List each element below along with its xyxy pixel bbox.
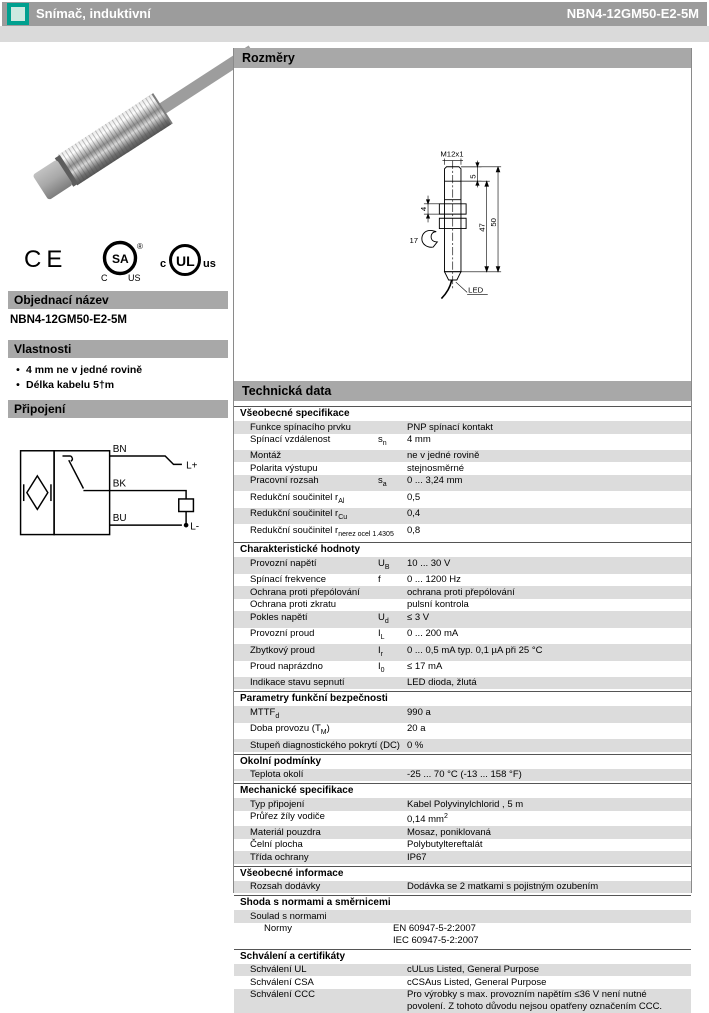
ce-mark-icon: [24, 246, 67, 273]
row-value: cCSAus Listed, General Purpose: [407, 976, 547, 988]
row-label: Polarita výstupu: [250, 462, 318, 474]
table-row: [234, 557, 691, 573]
table-row: [234, 851, 691, 864]
right-column: [233, 48, 692, 1012]
svg-text:c: c: [160, 258, 167, 270]
table-row: [234, 910, 691, 923]
row-value: stejnosměrné: [407, 462, 465, 474]
row-value: 0,8: [407, 524, 421, 536]
row-value: ochrana proti přepólování: [407, 586, 515, 598]
row-symbol: [378, 677, 407, 689]
row-symbol: [378, 827, 407, 839]
row-symbol: [378, 508, 407, 523]
table-row: [234, 599, 691, 612]
row-value: Dodávka se 2 matkami s pojistným ozubením: [407, 881, 599, 893]
wire-label-bk: BK: [112, 478, 127, 490]
switch-contact-symbol: [62, 456, 109, 491]
culus-mark-icon: [160, 246, 216, 275]
row-value: 0,14 $mm^2$: [407, 813, 448, 826]
features-list: [10, 363, 226, 393]
row-value: LED dioda, žlutá: [407, 677, 477, 689]
table-group-header: Všeobecné informace: [234, 866, 691, 881]
row-label: Třída ochrany: [250, 851, 309, 863]
row-label: Redukční součinitel $r_{Cu}$: [250, 508, 348, 522]
table-row: [234, 586, 691, 599]
row-symbol: [378, 599, 407, 611]
wire-bk: [110, 491, 186, 499]
row-symbol: [378, 740, 407, 752]
row-symbol: [378, 707, 407, 722]
row-label: Redukční součinitel $r_{Al}$: [250, 491, 345, 505]
row-value: 0 ... 3,24 mm: [407, 475, 463, 487]
terminal-label-lminus: L-: [190, 521, 200, 533]
table-group-header: Shoda s normami a směrnicemi: [234, 895, 691, 910]
feature-item: [10, 378, 226, 393]
feature-item: [10, 363, 226, 378]
bullet-icon: •: [16, 364, 20, 376]
table-row: [234, 450, 691, 463]
product-photo: [8, 42, 228, 234]
dim-50: 50: [488, 218, 498, 227]
row-label: Rozsah dodávky: [250, 881, 321, 893]
product-photo-illustration: [8, 42, 228, 234]
feature-text: 4 mm ne v jedné rovině: [26, 364, 143, 376]
row-label: Schválení UL: [250, 964, 307, 976]
section-header-dimensions: Rozměry: [234, 48, 691, 68]
row-value: 0 %: [407, 739, 424, 751]
feature-text: Délka kabelu 5†m: [26, 379, 115, 391]
logos-svg: [8, 234, 228, 286]
wrench-icon: [422, 230, 437, 247]
svg-text:®: ®: [137, 242, 143, 251]
section-header-features: Vlastnosti: [8, 340, 228, 358]
row-symbol: [364, 923, 393, 946]
row-symbol: [378, 989, 407, 1012]
svg-text:SA: SA: [112, 252, 129, 266]
row-label: Schválení CSA: [250, 976, 314, 988]
brand-square-icon: [7, 3, 29, 25]
row-symbol: [378, 450, 407, 462]
table-group-header: Mechanické specifikace: [234, 783, 691, 798]
row-label: Teplota okolí: [250, 769, 304, 781]
table-group-header: Parametry funkční bezpečnosti: [234, 691, 691, 706]
row-label: Schválení CCC: [250, 989, 315, 1001]
wire-bn: [110, 456, 182, 464]
terminal-label-lplus: L+: [186, 460, 198, 472]
product-number: NBN4-12GM50-E2-5M: [566, 6, 699, 21]
table-row: [234, 798, 691, 811]
row-value: ne v jedné rovině: [407, 450, 480, 462]
section-header-order: Objednací název: [8, 291, 228, 309]
table-row: [234, 611, 691, 627]
row-value: 0 ... 1200 Hz: [407, 574, 461, 586]
table-row: [234, 964, 691, 977]
table-group-header: Všeobecné specifikace: [234, 406, 691, 421]
table-row: [234, 524, 691, 540]
row-value: pulsní kontrola: [407, 599, 469, 611]
csa-mark-icon: [101, 242, 143, 283]
row-symbol: $U_B$: [378, 557, 390, 571]
row-value: Kabel Polyvinylchlorid , 5 m: [407, 798, 524, 810]
row-label: Spínací frekvence: [250, 574, 327, 586]
row-symbol: [378, 723, 407, 738]
row-label: Provozní proud: [250, 628, 315, 640]
svg-text:UL: UL: [176, 253, 195, 269]
table-row: [234, 839, 691, 852]
table-group-header: Charakteristické hodnoty: [234, 542, 691, 557]
row-symbol: [378, 422, 407, 434]
svg-text:CE: CE: [24, 246, 68, 273]
thread-label: M12x1: [440, 149, 464, 159]
row-symbol: [378, 881, 407, 893]
row-label: Spínací vzdálenost: [250, 434, 331, 445]
row-symbol: f: [378, 574, 381, 586]
table-group-header: Okolní podmínky: [234, 754, 691, 769]
row-value: 0 ... 200 mA: [407, 628, 459, 640]
row-value: 10 ... 30 V: [407, 557, 451, 569]
row-symbol: [378, 587, 407, 599]
dim-17: 17: [409, 235, 419, 245]
table-row: [234, 644, 691, 660]
section-header-connection: Připojení: [8, 400, 228, 418]
table-row: [234, 628, 691, 644]
section-header-tech-data: Technická data: [234, 381, 691, 401]
table-group-header: Schválení a certifikáty: [234, 949, 691, 964]
row-label: Funkce spínacího prvku: [250, 421, 351, 433]
row-value: 20 a: [407, 723, 426, 735]
led-label: LED: [468, 285, 484, 295]
row-value: [407, 911, 691, 923]
row-label: $MTTF_d$: [250, 706, 280, 720]
row-symbol: [378, 463, 407, 475]
row-value: Mosaz, poniklovaná: [407, 826, 491, 838]
svg-text:US: US: [128, 273, 141, 283]
row-label: Průřez žíly vodiče: [250, 811, 325, 823]
certification-logos: [8, 234, 228, 286]
row-value: IP67: [407, 851, 427, 863]
table-row: [234, 723, 691, 739]
svg-text:C: C: [101, 273, 108, 283]
row-value: 0 ... 0,5 mA typ. 0,1 µA při 25 °C: [407, 644, 543, 656]
row-value: cULus Listed, General Purpose: [407, 964, 540, 976]
row-value: Pro výrobky s max. provozním napětím ≤36 V není nutné povolení. Z tohoto důvodu nejsou opatřeny označením CCC.: [407, 989, 663, 1012]
row-label: Ochrana proti zkratu: [250, 599, 337, 611]
table-row: [234, 923, 691, 947]
row-value: ≤ 3 V: [407, 611, 430, 623]
row-symbol: $I_0$: [378, 661, 385, 674]
row-label: Pracovní rozsah: [250, 475, 319, 487]
table-row: [234, 491, 691, 507]
row-symbol: $s_n$: [378, 434, 387, 447]
row-label: Čelní plocha: [250, 839, 303, 851]
row-symbol: [378, 839, 407, 851]
table-row: [234, 574, 691, 587]
dim-4: 4: [418, 206, 428, 212]
row-symbol: [378, 492, 407, 507]
title-bar: [2, 2, 707, 26]
row-symbol: $U_d$: [378, 611, 389, 625]
table-row: [234, 677, 691, 690]
row-symbol: [378, 799, 407, 811]
table-row: [234, 811, 691, 827]
tech-data-table: [234, 404, 691, 1013]
row-value: -25 ... 70 °C (-13 ... 158 °F): [407, 769, 522, 781]
dimension-drawing: [397, 140, 562, 315]
top-band: [0, 26, 709, 42]
row-value: PNP spínací kontakt: [407, 421, 493, 433]
row-label: Soulad s normami: [250, 910, 327, 922]
table-row: [234, 434, 691, 450]
row-value: 0,5: [407, 491, 421, 503]
bullet-icon: •: [16, 379, 20, 391]
row-label: Zbytkový proud: [250, 644, 315, 656]
table-row: [234, 706, 691, 722]
wire-label-bu: BU: [112, 512, 127, 524]
wire-label-bn: BN: [112, 443, 127, 455]
table-row: [234, 421, 691, 434]
connection-diagram-svg: [8, 434, 228, 544]
table-row: [234, 508, 691, 524]
table-row: [234, 661, 691, 677]
cable-exit: [441, 280, 451, 299]
table-row: [234, 989, 691, 1013]
row-label: Pokles napětí: [250, 611, 308, 623]
svg-text:us: us: [203, 258, 216, 270]
dim-5: 5: [468, 174, 478, 179]
table-row: [234, 881, 691, 894]
row-symbol: $I_r$: [378, 644, 383, 658]
row-label: Normy: [264, 923, 292, 935]
row-symbol: $s_a$: [378, 475, 387, 489]
row-symbol: [378, 769, 407, 781]
inductive-sensor-symbol: [24, 476, 51, 510]
table-row: [234, 475, 691, 491]
table-row: [234, 976, 691, 989]
row-value: EN 60947-5-2:2007 IEC 60947-5-2:2007: [393, 923, 479, 946]
row-symbol: [378, 852, 407, 864]
row-label: Materiál pouzdra: [250, 826, 321, 838]
load-symbol: [179, 499, 194, 512]
row-label: Doba provozu $(T_M)$: [250, 723, 330, 737]
row-label: Proud naprázdno: [250, 661, 323, 673]
dimension-drawing-svg: [397, 140, 562, 315]
row-label: Provozní napětí: [250, 557, 317, 569]
table-row: [234, 739, 691, 752]
row-symbol: [378, 977, 407, 989]
table-row: [234, 826, 691, 839]
table-row: [234, 769, 691, 782]
row-symbol: [378, 811, 407, 826]
row-symbol: [378, 525, 407, 540]
row-value: ≤ 17 mA: [407, 661, 443, 673]
row-label: Redukční součinitel $r_{nerez ocel 1.4305}$: [250, 524, 394, 538]
row-symbol: [378, 911, 407, 923]
row-label: Ochrana proti přepólování: [250, 586, 360, 598]
row-value: 4 mm: [407, 434, 431, 445]
order-designation: NBN4-12GM50-E2-5M: [10, 314, 127, 326]
row-label: Typ připojení: [250, 798, 305, 810]
row-label: Stupeň diagnostického pokrytí (DC): [250, 739, 400, 751]
table-row: [234, 462, 691, 475]
row-value: Polybutyltereftalát: [407, 839, 483, 851]
product-category: Snímač, induktivní: [36, 6, 151, 21]
row-symbol: [378, 964, 407, 976]
row-value: 0,4: [407, 508, 421, 520]
connection-diagram: [8, 434, 228, 544]
row-symbol: $I_L$: [378, 628, 385, 642]
row-label: Montáž: [250, 450, 282, 462]
dim-47: 47: [477, 223, 487, 232]
row-label: Indikace stavu sepnutí: [250, 677, 345, 689]
row-value: 990 a: [407, 706, 431, 718]
